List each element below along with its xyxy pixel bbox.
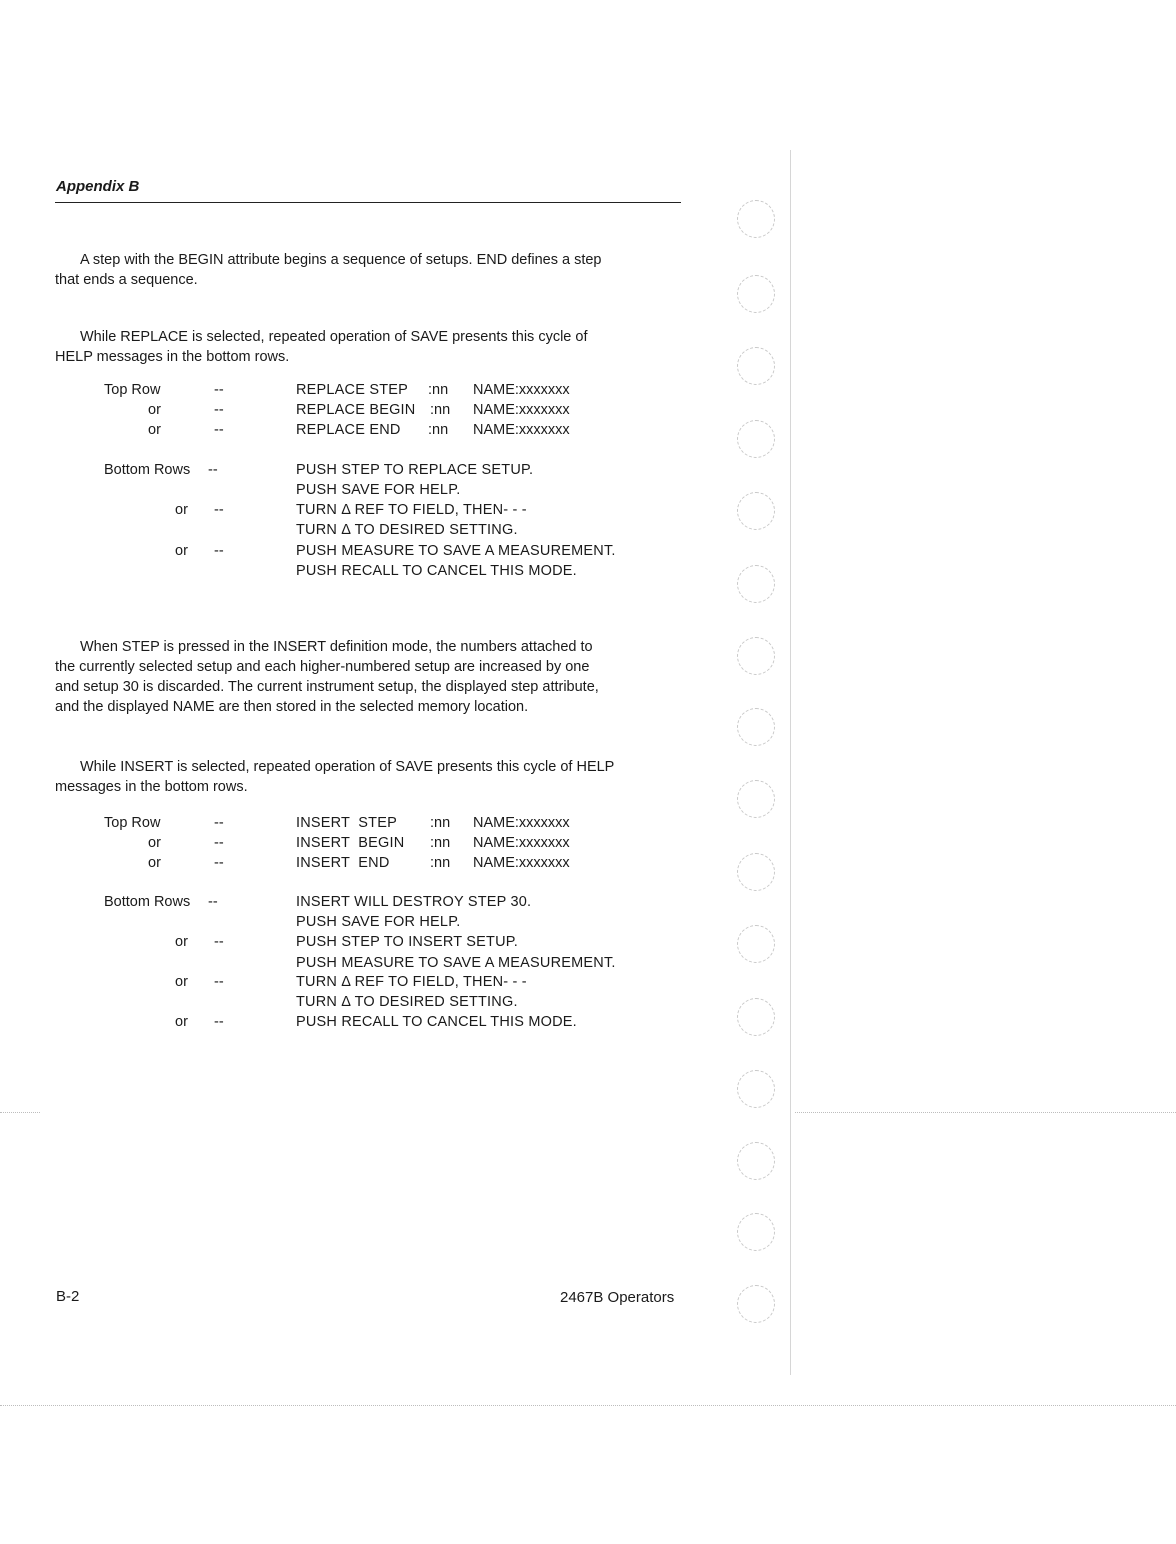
- name-field: NAME:xxxxxxx: [473, 855, 570, 871]
- separator-dash: --: [214, 543, 224, 559]
- scan-edge-line: [0, 1405, 1176, 1406]
- insert-top-row: [0, 813, 700, 833]
- binder-hole: [737, 853, 775, 891]
- or-label: or: [148, 402, 161, 418]
- paragraph-line: When STEP is pressed in the INSERT definition mode, the numbers attached to: [80, 639, 593, 655]
- paragraph-line: While REPLACE is selected, repeated operation of SAVE presents this cycle of: [80, 329, 588, 345]
- help-message: TURN Δ REF TO FIELD, THEN- - -: [296, 502, 527, 518]
- help-message: INSERT WILL DESTROY STEP 30.: [296, 894, 532, 910]
- binder-hole: [737, 708, 775, 746]
- separator-dash: --: [214, 502, 224, 518]
- step-field: :nn: [428, 422, 449, 438]
- bottom-rows-label: Bottom Rows: [104, 462, 191, 478]
- separator-dash: --: [214, 382, 224, 398]
- or-label: or: [148, 422, 161, 438]
- manual-title: 2467B Operators: [560, 1289, 675, 1306]
- paragraph-line: HELP messages in the bottom rows.: [55, 349, 290, 365]
- name-field: NAME:xxxxxxx: [473, 382, 570, 398]
- separator-dash: --: [214, 934, 224, 950]
- paragraph-insert-step: [55, 637, 685, 717]
- replace-top-row: [0, 420, 700, 440]
- binder-hole: [737, 1213, 775, 1251]
- step-field: :nn: [430, 815, 451, 831]
- help-message: PUSH SAVE FOR HELP.: [296, 914, 461, 930]
- binder-hole: [737, 1285, 775, 1323]
- help-message: PUSH MEASURE TO SAVE A MEASUREMENT.: [296, 543, 616, 559]
- binder-hole: [737, 1070, 775, 1108]
- appendix-title: Appendix B: [56, 178, 140, 195]
- binder-hole: [737, 420, 775, 458]
- paragraph-line: A step with the BEGIN attribute begins a sequence of setups. END defines a step: [80, 252, 602, 268]
- or-label: or: [175, 543, 188, 559]
- help-message: INSERT BEGIN: [296, 835, 405, 851]
- or-label: or: [175, 934, 188, 950]
- or-label: or: [175, 974, 188, 990]
- help-message: PUSH MEASURE TO SAVE A MEASUREMENT.: [296, 955, 616, 971]
- help-message: TURN Δ REF TO FIELD, THEN- - -: [296, 974, 527, 990]
- help-message: PUSH STEP TO INSERT SETUP.: [296, 934, 518, 950]
- or-label: or: [175, 1014, 188, 1030]
- paragraph-insert-intro: [55, 757, 685, 797]
- step-field: :nn: [430, 855, 451, 871]
- separator-dash: --: [214, 422, 224, 438]
- insert-bottom-row: [0, 912, 700, 932]
- header-rule: [55, 202, 681, 203]
- help-message: INSERT END: [296, 855, 390, 871]
- help-message: REPLACE BEGIN: [296, 402, 416, 418]
- separator-dash: --: [208, 462, 218, 478]
- binder-hole: [737, 925, 775, 963]
- paragraph-replace-intro: [55, 327, 685, 367]
- replace-bottom-row: [0, 500, 700, 520]
- help-message: PUSH RECALL TO CANCEL THIS MODE.: [296, 1014, 577, 1030]
- step-field: :nn: [428, 382, 449, 398]
- paragraph-begin-end: [55, 250, 685, 290]
- name-field: NAME:xxxxxxx: [473, 422, 570, 438]
- paragraph-line: and setup 30 is discarded. The current instrument setup, the displayed step attribute,: [55, 679, 599, 695]
- page-edge-line: [790, 150, 791, 1375]
- paragraph-line: the currently selected setup and each higher-numbered setup are increased by one: [55, 659, 590, 675]
- insert-top-row: [0, 833, 700, 853]
- replace-bottom-row: [0, 541, 700, 561]
- help-message: REPLACE STEP: [296, 382, 408, 398]
- page-number: B-2: [56, 1288, 80, 1305]
- binder-hole: [737, 565, 775, 603]
- binder-hole: [737, 637, 775, 675]
- binder-hole: [737, 998, 775, 1036]
- insert-bottom-row: [0, 1012, 700, 1032]
- replace-bottom-row: [0, 520, 700, 540]
- binder-hole: [737, 492, 775, 530]
- top-row-label: Top Row: [104, 382, 161, 398]
- help-message: TURN Δ TO DESIRED SETTING.: [296, 522, 518, 538]
- separator-dash: --: [214, 815, 224, 831]
- binder-hole: [737, 780, 775, 818]
- insert-bottom-row: [0, 992, 700, 1012]
- separator-dash: --: [214, 855, 224, 871]
- help-message: INSERT STEP: [296, 815, 397, 831]
- name-field: NAME:xxxxxxx: [473, 402, 570, 418]
- replace-top-row: [0, 400, 700, 420]
- insert-bottom-row: [0, 972, 700, 992]
- insert-bottom-row: [0, 932, 700, 952]
- binder-hole: [737, 347, 775, 385]
- paragraph-line: that ends a sequence.: [55, 272, 198, 288]
- separator-dash: --: [214, 835, 224, 851]
- replace-top-row: [0, 380, 700, 400]
- separator-dash: --: [214, 974, 224, 990]
- name-field: NAME:xxxxxxx: [473, 815, 570, 831]
- or-label: or: [148, 855, 161, 871]
- or-label: or: [148, 835, 161, 851]
- or-label: or: [175, 502, 188, 518]
- binder-hole: [737, 200, 775, 238]
- insert-bottom-row: [0, 892, 700, 912]
- separator-dash: --: [208, 894, 218, 910]
- scan-edge-line: [0, 1112, 40, 1113]
- separator-dash: --: [214, 1014, 224, 1030]
- insert-bottom-row: [0, 953, 700, 973]
- binder-hole: [737, 1142, 775, 1180]
- help-message: PUSH SAVE FOR HELP.: [296, 482, 461, 498]
- help-message: TURN Δ TO DESIRED SETTING.: [296, 994, 518, 1010]
- replace-bottom-row: [0, 460, 700, 480]
- separator-dash: --: [214, 402, 224, 418]
- scan-edge-line: [795, 1112, 1176, 1113]
- step-field: :nn: [430, 402, 451, 418]
- binder-hole: [737, 275, 775, 313]
- paragraph-line: and the displayed NAME are then stored in the selected memory location.: [55, 699, 529, 715]
- name-field: NAME:xxxxxxx: [473, 835, 570, 851]
- step-field: :nn: [430, 835, 451, 851]
- help-message: PUSH RECALL TO CANCEL THIS MODE.: [296, 563, 577, 579]
- insert-top-row: [0, 853, 700, 873]
- replace-bottom-row: [0, 561, 700, 581]
- paragraph-line: While INSERT is selected, repeated operation of SAVE presents this cycle of HELP: [80, 759, 615, 775]
- help-message: REPLACE END: [296, 422, 401, 438]
- replace-bottom-row: [0, 480, 700, 500]
- top-row-label: Top Row: [104, 815, 161, 831]
- help-message: PUSH STEP TO REPLACE SETUP.: [296, 462, 534, 478]
- paragraph-line: messages in the bottom rows.: [55, 779, 248, 795]
- bottom-rows-label: Bottom Rows: [104, 894, 191, 910]
